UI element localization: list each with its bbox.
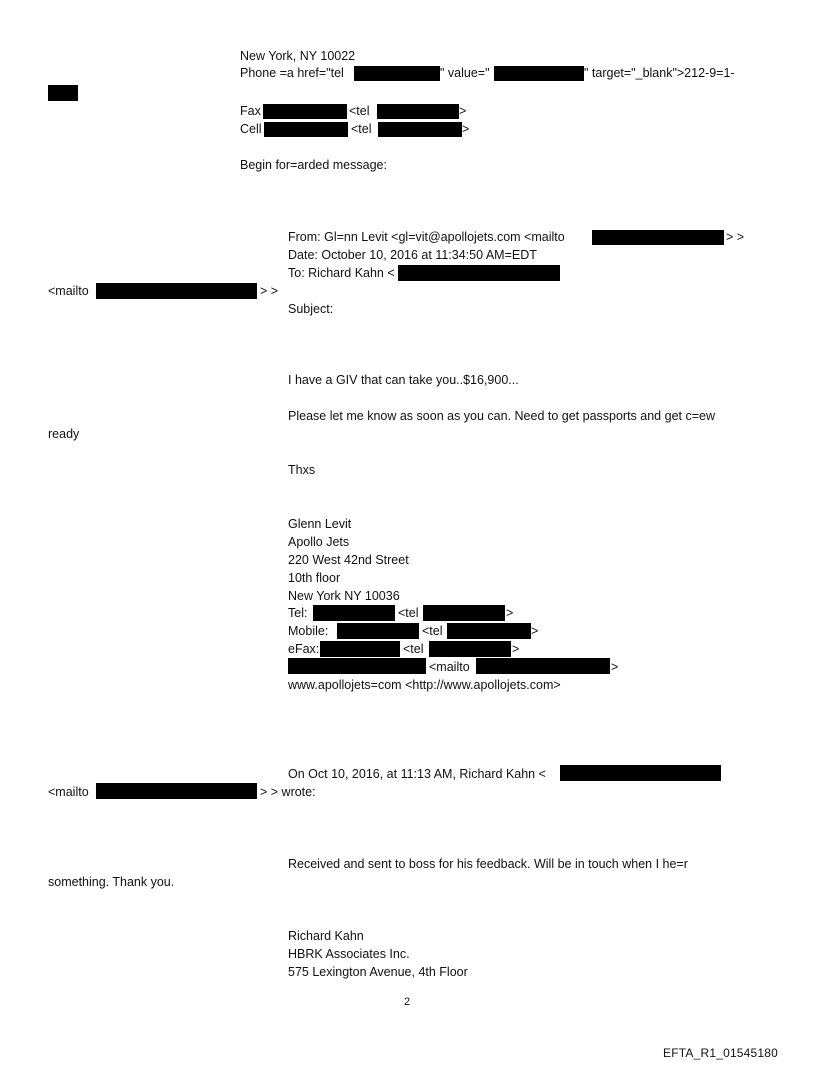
date-line: Date: October 10, 2016 at 11:34:50 AM=EDT [288, 248, 537, 262]
sig-mobile-close: > [531, 624, 539, 638]
sig-floor: 10th floor [288, 571, 341, 585]
wrote-line: On Oct 10, 2016, at 11:13 AM, Richard Kahn < [288, 767, 546, 781]
redaction-block [313, 605, 395, 621]
redaction-block [263, 104, 347, 119]
redaction-block [378, 122, 462, 137]
received-line: Received and sent to boss for his feedback. Will be in touch when I he=r [288, 857, 688, 871]
phone-target-text: " target="_blank">212-9=1- [584, 66, 735, 80]
phone-value-label: " value=" [440, 66, 490, 80]
redaction-block [264, 122, 348, 137]
wrote-mailto-left: <mailto [48, 785, 89, 799]
cell-label: Cell [240, 122, 262, 136]
sig-street: 220 West 42nd Street [288, 553, 409, 567]
sig-website: www.apollojets=com <http://www.apollojets.com> [288, 678, 561, 692]
redaction-block [48, 85, 78, 101]
page-number: 2 [404, 996, 411, 1008]
fax-close: > [459, 104, 467, 118]
redaction-block [398, 265, 560, 281]
fax-tel-open: <tel [349, 104, 370, 118]
sig-efax-close: > [512, 642, 520, 656]
redaction-block [447, 623, 531, 639]
redaction-block [337, 623, 419, 639]
richard-sig-name: Richard Kahn [288, 929, 364, 943]
address-city-line: New York, NY 10022 [240, 49, 356, 63]
richard-sig-company: HBRK Associates Inc. [288, 947, 410, 961]
sig-tel-label: Tel: [288, 606, 308, 620]
sig-city: New York NY 10036 [288, 589, 400, 603]
redaction-block [429, 641, 511, 657]
to-mailto-close: > > [260, 284, 279, 298]
redaction-block [494, 66, 584, 81]
please-line-continued: ready [48, 427, 80, 441]
redaction-block [423, 605, 505, 621]
richard-sig-address: 575 Lexington Avenue, 4th Floor [288, 965, 468, 979]
redaction-block [592, 230, 724, 245]
redaction-block [377, 104, 459, 119]
redaction-block [560, 765, 721, 781]
redaction-block [96, 283, 257, 299]
subject-line: Subject: [288, 302, 334, 316]
redaction-block [288, 658, 426, 674]
sig-mobile-open: <tel [422, 624, 443, 638]
sig-company: Apollo Jets [288, 535, 350, 549]
sig-email-close: > [611, 660, 619, 674]
bates-number: EFTA_R1_01545180 [663, 1046, 779, 1060]
begin-forwarded-message: Begin for=arded message: [240, 158, 387, 172]
from-close: > > [726, 230, 745, 244]
please-line: Please let me know as soon as you can. Need to get passports and get c=ew [288, 409, 715, 423]
offer-line: I have a GIV that can take you..$16,900... [288, 373, 519, 387]
redaction-block [320, 641, 400, 657]
to-mailto-left: <mailto [48, 284, 89, 298]
sig-tel-close: > [506, 606, 514, 620]
to-line: To: Richard Kahn < [288, 266, 395, 280]
from-line: From: Gl=nn Levit <gl=vit@apollojets.com <mailto [288, 230, 565, 244]
thanks-line: Thxs [288, 463, 316, 477]
received-line-continued: something. Thank you. [48, 875, 175, 889]
fax-label: Fax [240, 104, 261, 118]
redaction-block [96, 783, 257, 799]
sig-tel-open: <tel [398, 606, 419, 620]
cell-tel-open: <tel [351, 122, 372, 136]
redaction-block [354, 66, 440, 81]
sig-efax-label: eFax: [288, 642, 320, 656]
sig-efax-open: <tel [403, 642, 424, 656]
redaction-block [476, 658, 610, 674]
phone-prefix: Phone =a href="tel [240, 66, 344, 80]
sig-email-mailto: <mailto [429, 660, 470, 674]
sig-name: Glenn Levit [288, 517, 352, 531]
cell-close: > [462, 122, 470, 136]
sig-mobile-label: Mobile: [288, 624, 329, 638]
wrote-close: > > wrote: [260, 785, 316, 799]
